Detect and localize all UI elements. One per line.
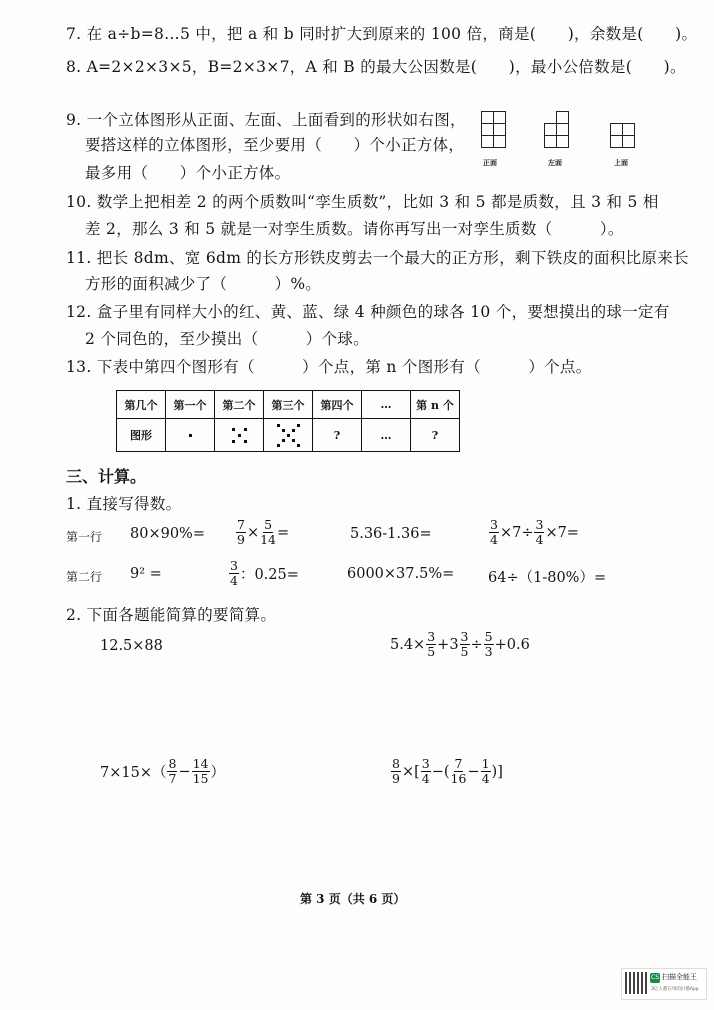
watermark-sub: 3亿人都在用的扫描App (651, 987, 699, 992)
table-cell: ? (313, 419, 362, 452)
table-cell: 第一个 (166, 391, 215, 419)
table-cell: … (362, 419, 411, 452)
calc-r2c2: $\frac{3}{4}$ ：0.25= (230, 558, 299, 588)
table-cell: 第二个 (215, 391, 264, 419)
table-cell: … (362, 391, 411, 419)
question-9-line1: 9. 一个立体图形从正面、左面、上面看到的形状如右图， (66, 111, 466, 129)
qr-code-icon (625, 972, 647, 994)
problem-4: $\frac{8}{9}$ ×[ $\frac{3}{4}$ −( $\frac{7}{16}$ − $\frac{1}{4}$ )] (392, 756, 503, 786)
calc-r1c2: $\frac{7}{9}$ × $\frac{5}{14}$ = (237, 517, 290, 547)
left-view-label: 左面 (548, 158, 562, 167)
question-7: 7. 在 a÷b=8…5 中，把 a 和 b 同时扩大到原来的 100 倍，商是( )，余数是( )。 (66, 25, 698, 43)
calc-r2c3: 6000×37.5%= (347, 566, 455, 582)
figure-2-dots (215, 419, 264, 452)
question-12-line1: 12. 盒子里有同样大小的红、黄、蓝、绿 4 种颜色的球各 10 个，要想摸出的球一定有 (66, 303, 670, 321)
front-view-label: 正面 (483, 158, 497, 167)
top-view-label: 上面 (614, 158, 628, 167)
calc-r1c4: $\frac{3}{4}$ ×7÷ $\frac{3}{4}$ ×7= (490, 517, 579, 547)
question-11-line2: 方形的面积减少了（ ）%。 (85, 275, 322, 293)
figure-3-dots (264, 419, 313, 452)
scanner-watermark (621, 968, 707, 1000)
table-cell: 图形 (117, 419, 166, 452)
question-11-line1: 11. 把长 8dm、宽 6dm 的长方形铁皮剪去一个最大的正方形，剩下铁皮的面积比原来长 (66, 249, 689, 267)
row1-label: 第一行 (66, 530, 103, 544)
calc-r1c3: 5.36-1.36= (350, 526, 432, 542)
table-figure-row (117, 419, 460, 452)
calc-r1c1: 80×90%= (130, 526, 205, 542)
table-header-row (117, 391, 460, 419)
problem-2: 5.4× $\frac{3}{5}$ +3 $\frac{3}{5}$ ÷ $\frac{5}{3}$ +0.6 (390, 629, 530, 659)
table-cell: 第四个 (313, 391, 362, 419)
calc-r2c1: 9² = (130, 566, 162, 582)
problem-1: 12.5×88 (100, 638, 163, 654)
table-cell: 第几个 (117, 391, 166, 419)
page-number: 第 3 页（共 6 页） (300, 892, 406, 906)
section-3-title: 三、计算。 (66, 467, 147, 486)
table-cell: 第三个 (264, 391, 313, 419)
figure-1-dots (166, 419, 215, 452)
table-cell: 第 n 个 (411, 391, 460, 419)
pattern-table (116, 390, 460, 452)
question-13: 13. 下表中第四个图形有（ ）个点，第 n 个图形有（ ）个点。 (66, 358, 592, 376)
question-8: 8. A=2×2×3×5，B=2×3×7，A 和 B 的最大公因数是( )，最小公倍数是( )。 (66, 58, 686, 76)
row2-label: 第二行 (66, 570, 103, 584)
problem-3: 7×15×（ $\frac{8}{7}$ − $\frac{14}{15}$ ） (100, 756, 225, 786)
question-10-line2: 差 2，那么 3 和 5 就是一对孪生质数。请你再写出一对孪生质数（ ）。 (85, 220, 624, 238)
section-3-sub2: 2. 下面各题能简算的要简算。 (66, 606, 277, 624)
question-10-line1: 10. 数学上把相差 2 的两个质数叫“孪生质数”，比如 3 和 5 都是质数，且 3 和 5 相 (66, 193, 659, 211)
section-3-sub1: 1. 直接写得数。 (66, 495, 182, 513)
app-logo-icon: CS (651, 974, 659, 981)
table-cell: ? (411, 419, 460, 452)
question-12-line2: 2 个同色的，至少摸出（ ）个球。 (85, 330, 369, 348)
question-9-line2: 要搭这样的立体图形，至少要用（ ）个小正方体， (85, 136, 465, 154)
calc-r2c4: 64÷（1-80%）= (488, 570, 607, 586)
three-view-figures (477, 108, 663, 168)
watermark-name: 扫描全能王 (662, 973, 697, 981)
question-9-line3: 最多用（ ）个小正方体。 (85, 164, 291, 182)
